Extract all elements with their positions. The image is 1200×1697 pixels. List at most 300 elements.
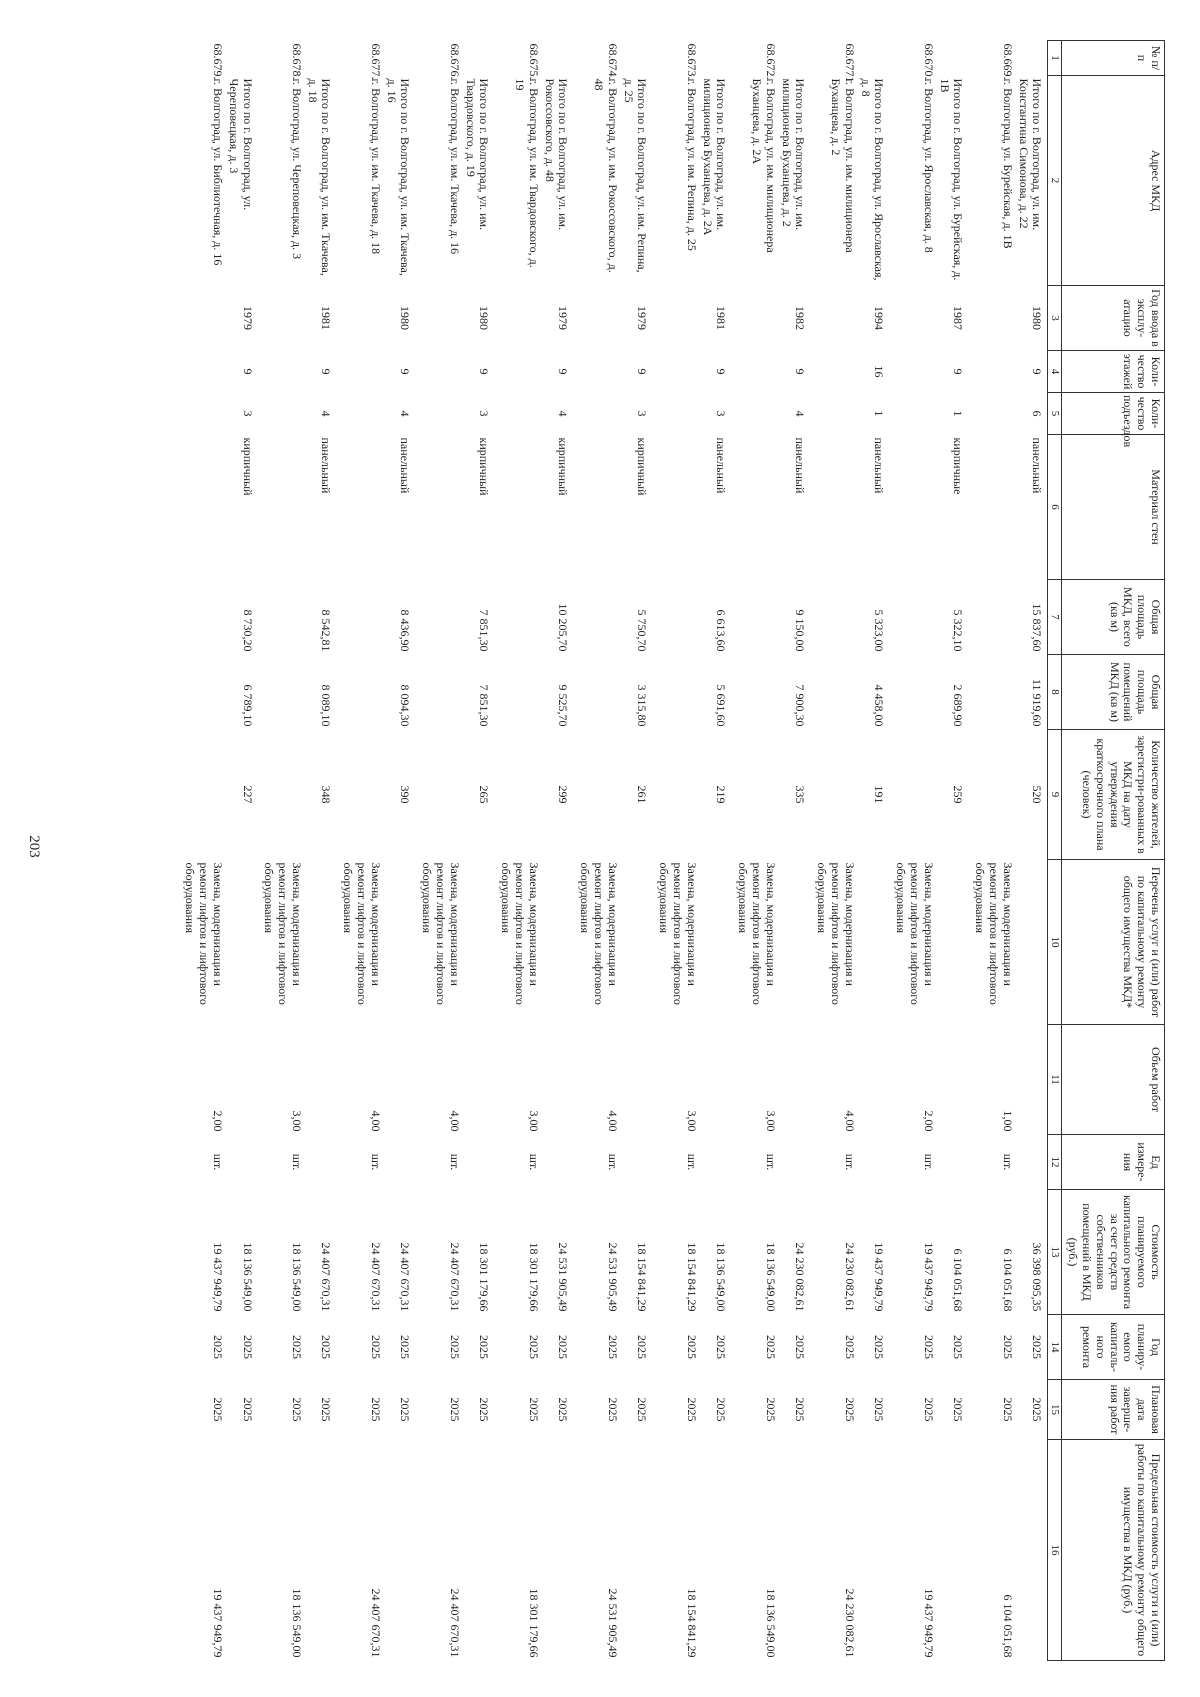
cell-col-9: [810, 730, 856, 860]
cell-col-8: [731, 655, 777, 730]
cell-col-12: [936, 1135, 969, 1190]
total-row: [857, 41, 890, 1661]
column-header: Объем работ: [1062, 1025, 1165, 1135]
cell-col-14: 2025: [526, 1335, 541, 1359]
cell-col-16: 24 531 905,49: [605, 1588, 620, 1658]
column-header: Стоимость планируемого капитального ремонта за счет средств собственников помещений в МКД (руб.): [1062, 1190, 1165, 1315]
cell-col-11: 3,00: [684, 1110, 699, 1132]
cell-col-10: Замена, модернизация и ремонт лифтов и лифтового оборудования: [973, 862, 1015, 1005]
cell-col-2: Итого по г. Волгоград, ул. им. Рокоссовского, д. 48: [542, 78, 571, 231]
cell-col-11: 4,00: [842, 1110, 857, 1132]
cell-col-7: [652, 580, 698, 655]
item-row: [889, 41, 935, 1661]
cell-col-3: 1980: [1030, 306, 1045, 330]
cell-col-13: 24 531 905,49: [605, 1242, 620, 1312]
cell-col-8: [415, 655, 461, 730]
cell-col-1: 68.6771: [842, 43, 857, 83]
cell-col-10: [462, 860, 495, 1025]
cell-col-3: [415, 286, 461, 351]
cell-col-11: [383, 1025, 416, 1135]
cell-col-7: 15 837,60: [1030, 603, 1045, 652]
cell-col-8: [968, 655, 1014, 730]
cell-col-3: 1987: [951, 306, 966, 330]
cell-col-12: шт.: [526, 1153, 541, 1171]
cell-col-8: [337, 655, 383, 730]
cell-col-12: шт.: [210, 1153, 225, 1171]
cell-col-3: 1979: [240, 306, 255, 330]
cell-col-9: 390: [398, 785, 413, 804]
cell-col-13: 24 531 905,49: [556, 1242, 571, 1312]
cell-col-11: [1015, 1025, 1048, 1135]
column-number: 9: [1048, 730, 1062, 860]
cell-col-2: г. Волгоград, ул. Бурейская, д. 1В: [1000, 78, 1015, 249]
cell-col-4: 9: [793, 368, 808, 375]
cell-col-5: [415, 393, 461, 435]
cell-col-10: Замена, модернизация и ремонт лифтов и лифтового оборудования: [262, 862, 304, 1005]
cell-col-10: Замена, модернизация и ремонт лифтов и лифтового оборудования: [183, 862, 225, 1005]
cell-col-1: 68.670.: [921, 43, 936, 80]
cell-col-1: 68.672.: [763, 43, 778, 80]
cell-col-9: [573, 730, 619, 860]
cell-col-1: 68.679.: [210, 43, 225, 80]
cell-col-3: [968, 286, 1014, 351]
cell-col-15: 2025: [921, 1397, 936, 1422]
page-number: 203: [25, 835, 42, 858]
cell-col-10: [699, 860, 732, 1025]
cell-col-9: 299: [556, 785, 571, 804]
cell-col-12: [225, 1135, 258, 1190]
cell-col-13: 6 104 051,68: [951, 1248, 966, 1312]
cell-col-13: 24 230 082,61: [793, 1242, 808, 1312]
cell-col-4: 9: [477, 368, 492, 375]
cell-col-13: 24 230 082,61: [842, 1242, 857, 1312]
cell-col-6: панельный: [714, 437, 729, 494]
cell-col-1: [304, 41, 337, 76]
cell-col-14: 2025: [447, 1335, 462, 1359]
column-header: Перечень услуг и (или) работ по капитальному ремонту общего имущества МКД*: [1062, 860, 1165, 1025]
cell-col-1: 68.673.: [684, 43, 699, 80]
cell-col-7: [337, 580, 383, 655]
cell-col-14: 2025: [793, 1335, 808, 1359]
cell-col-1: [383, 41, 416, 76]
cell-col-2: Итого по г. Волгоград, ул. им. Константина Симонова, д. 22: [1016, 78, 1045, 231]
cell-col-16: [383, 1440, 416, 1661]
cell-col-2: г. Волгоград, ул. им. милиционера Буханцева, д. 2: [829, 78, 857, 253]
column-number: 11: [1048, 1025, 1062, 1135]
cell-col-6: панельный: [398, 437, 413, 494]
cell-col-11: [304, 1025, 337, 1135]
cell-col-8: [573, 655, 619, 730]
column-header: Материал стен: [1062, 435, 1165, 580]
cell-col-16: 24 230 082,61: [842, 1588, 857, 1658]
cell-col-1: 68.669.: [1000, 43, 1015, 80]
cell-col-12: [1015, 1135, 1048, 1190]
cell-col-14: 2025: [240, 1335, 255, 1359]
column-header: Коли-чество подъездов: [1062, 393, 1165, 435]
cell-col-4: 16: [872, 365, 887, 378]
cell-col-14: 2025: [368, 1335, 383, 1359]
column-number: 14: [1048, 1315, 1062, 1380]
cell-col-6: кирпичные: [951, 437, 966, 495]
cell-col-3: [337, 286, 383, 351]
cell-col-3: [573, 286, 619, 351]
cell-col-2: Итого по г. Волгоград, ул. им. милиционера Буханцева, д. 2: [779, 78, 808, 231]
cell-col-12: шт.: [368, 1153, 383, 1171]
cell-col-9: 191: [872, 785, 887, 804]
column-header: № п/п: [1062, 41, 1165, 76]
cell-col-15: 2025: [526, 1397, 541, 1422]
cell-col-8: 2 689,90: [951, 684, 966, 727]
cell-col-10: Замена, модернизация и ремонт лифтов и лифтового оборудования: [815, 862, 857, 1005]
cell-col-14: 2025: [842, 1335, 857, 1359]
total-row: [936, 41, 969, 1661]
cell-col-9: 261: [635, 785, 650, 804]
cell-col-2: г. Волгоград, ул. им. Твардовского, д. 19: [513, 78, 541, 268]
cell-col-8: 5 691,60: [714, 684, 729, 727]
cell-col-4: [968, 351, 1014, 393]
column-header: Адрес МКД: [1062, 76, 1165, 286]
cell-col-6: панельный: [872, 437, 887, 494]
item-row: [337, 41, 383, 1661]
cell-col-13: 24 407 670,31: [398, 1242, 413, 1312]
cell-col-15: 2025: [793, 1397, 808, 1422]
cell-col-14: 2025: [872, 1335, 887, 1359]
cell-col-5: 4: [319, 410, 334, 417]
cell-col-14: 2025: [319, 1335, 334, 1359]
cell-col-16: [225, 1440, 258, 1661]
column-header: Ед измере-ния: [1062, 1135, 1165, 1190]
cell-col-15: 2025: [447, 1397, 462, 1422]
cell-col-14: 2025: [1030, 1335, 1045, 1359]
cell-col-16: [620, 1440, 653, 1661]
cell-col-1: [699, 41, 732, 76]
cell-col-2: Итого по г. Волгоград, ул. Череповецкая, д. 3: [226, 78, 255, 211]
cell-col-6: [494, 435, 540, 580]
column-header: Количество жителей, зарегистри-рованных в МКД на дату утверждения краткосрочного плана (человек): [1062, 730, 1165, 860]
cell-col-15: 2025: [842, 1397, 857, 1422]
cell-col-7: [494, 580, 540, 655]
cell-col-13: 18 136 549,00: [289, 1242, 304, 1312]
cell-col-10: Замена, модернизация и ремонт лифтов и лифтового оборудования: [341, 862, 383, 1005]
cell-col-16: [541, 1440, 574, 1661]
cell-col-16: [936, 1440, 969, 1661]
column-number: 15: [1048, 1380, 1062, 1440]
cell-col-6: [179, 435, 225, 580]
cell-col-12: шт.: [447, 1153, 462, 1171]
cell-col-7: 7 851,30: [477, 609, 492, 652]
cell-col-11: [541, 1025, 574, 1135]
column-number: 8: [1048, 655, 1062, 730]
cell-col-3: [810, 286, 856, 351]
cell-col-4: 9: [714, 368, 729, 375]
cell-col-5: 3: [635, 410, 650, 417]
cell-col-4: [652, 351, 698, 393]
cell-col-7: [889, 580, 935, 655]
item-row: [573, 41, 619, 1661]
cell-col-8: 11 919,60: [1030, 678, 1045, 727]
cell-col-14: 2025: [635, 1335, 650, 1359]
cell-col-10: [620, 860, 653, 1025]
cell-col-2: г. Волгоград, ул. им. Репина, д. 25: [684, 78, 699, 251]
cell-col-13: 19 437 949,79: [872, 1242, 887, 1312]
cell-col-5: [652, 393, 698, 435]
item-row: [179, 41, 225, 1661]
cell-col-11: [699, 1025, 732, 1135]
cell-col-9: 219: [714, 785, 729, 804]
cell-col-9: 227: [240, 785, 255, 804]
cell-col-16: 18 301 179,66: [526, 1588, 541, 1658]
total-row: [304, 41, 337, 1661]
cell-col-11: 1,00: [1000, 1110, 1015, 1132]
cell-col-14: 2025: [951, 1335, 966, 1359]
cell-col-14: 2025: [605, 1335, 620, 1359]
column-number: 12: [1048, 1135, 1062, 1190]
cell-col-1: [225, 41, 258, 76]
cell-col-5: [810, 393, 856, 435]
cell-col-3: [494, 286, 540, 351]
cell-col-15: 2025: [289, 1397, 304, 1422]
table-body: [179, 41, 1048, 1661]
cell-col-15: 2025: [684, 1397, 699, 1422]
cell-col-12: шт.: [763, 1153, 778, 1171]
cell-col-15: 2025: [635, 1397, 650, 1422]
cell-col-13: 18 136 549,00: [714, 1242, 729, 1312]
cell-col-10: Замена, модернизация и ремонт лифтов и лифтового оборудования: [657, 862, 699, 1005]
cell-col-2: Итого по г. Волгоград, ул. им. милиционера Буханцева, д. 2А: [700, 78, 729, 236]
cell-col-8: 7 851,30: [477, 684, 492, 727]
cell-col-7: [968, 580, 1014, 655]
cell-col-6: [968, 435, 1014, 580]
cell-col-7: 10 205,70: [556, 603, 571, 652]
cell-col-6: панельный: [319, 437, 334, 494]
cell-col-5: 3: [714, 410, 729, 417]
cell-col-3: 1981: [319, 306, 334, 330]
cell-col-15: 2025: [477, 1397, 492, 1422]
cell-col-4: 9: [1030, 368, 1045, 375]
cell-col-2: г. Волгоград, ул. Череповецкая, д. 3: [289, 78, 304, 260]
cell-col-15: 2025: [714, 1397, 729, 1422]
total-row: [620, 41, 653, 1661]
cell-col-13: 24 407 670,31: [368, 1242, 383, 1312]
cell-col-8: 3 315,80: [635, 684, 650, 727]
cell-col-6: [415, 435, 461, 580]
cell-col-12: [462, 1135, 495, 1190]
item-row: [652, 41, 698, 1661]
cell-col-11: [462, 1025, 495, 1135]
cell-col-15: 2025: [319, 1397, 334, 1422]
cell-col-12: шт.: [842, 1153, 857, 1171]
cell-col-14: 2025: [1000, 1335, 1015, 1359]
cell-col-15: 2025: [210, 1397, 225, 1422]
cell-col-3: 1979: [635, 306, 650, 330]
cell-col-4: [337, 351, 383, 393]
cell-col-13: 18 154 841,29: [635, 1242, 650, 1312]
cell-col-9: [889, 730, 935, 860]
column-header: Год планиру-емого капиталь-ного ремонта: [1062, 1315, 1165, 1380]
cell-col-7: [258, 580, 304, 655]
cell-col-7: [731, 580, 777, 655]
cell-col-16: [1015, 1440, 1048, 1661]
cell-col-12: [541, 1135, 574, 1190]
cell-col-4: [810, 351, 856, 393]
cell-col-16: [304, 1440, 337, 1661]
cell-col-8: 8 094,30: [398, 684, 413, 727]
cell-col-1: 68.678.: [289, 43, 304, 80]
cell-col-15: 2025: [1000, 1397, 1015, 1422]
cell-col-9: [968, 730, 1014, 860]
cell-col-3: 1980: [398, 306, 413, 330]
cell-col-10: Замена, модернизация и ремонт лифтов и лифтового оборудования: [499, 862, 541, 1005]
cell-col-3: [889, 286, 935, 351]
cell-col-11: 4,00: [605, 1110, 620, 1132]
cell-col-15: 2025: [763, 1397, 778, 1422]
cell-col-16: 19 437 949,79: [210, 1588, 225, 1658]
cell-col-4: 9: [319, 368, 334, 375]
cell-col-8: [179, 655, 225, 730]
cell-col-8: 7 900,30: [793, 684, 808, 727]
cell-col-12: шт.: [921, 1153, 936, 1171]
column-number: 3: [1048, 286, 1062, 351]
repair-plan-table: [179, 40, 1165, 1661]
cell-col-6: панельный: [793, 437, 808, 494]
cell-col-9: [494, 730, 540, 860]
cell-col-1: 68.675.: [526, 43, 541, 80]
cell-col-6: [731, 435, 777, 580]
cell-col-7: 9 150,00: [793, 609, 808, 652]
cell-col-6: панельный: [1030, 437, 1045, 494]
column-number: 13: [1048, 1190, 1062, 1315]
cell-col-13: 6 104 051,68: [1000, 1248, 1015, 1312]
cell-col-13: 18 301 179,66: [477, 1242, 492, 1312]
column-number: 4: [1048, 351, 1062, 393]
cell-col-2: Итого по г. Волгоград, ул. им. Репина, д. 25: [621, 78, 650, 273]
total-row: [699, 41, 732, 1661]
cell-col-1: [462, 41, 495, 76]
cell-col-11: 3,00: [289, 1110, 304, 1132]
cell-col-10: [936, 860, 969, 1025]
cell-col-11: [936, 1025, 969, 1135]
cell-col-16: 19 437 949,79: [921, 1588, 936, 1658]
cell-col-14: 2025: [210, 1335, 225, 1359]
cell-col-7: [810, 580, 856, 655]
cell-col-1: 68.676.: [447, 43, 462, 80]
column-number: 6: [1048, 435, 1062, 580]
cell-col-5: [573, 393, 619, 435]
cell-col-9: [337, 730, 383, 860]
cell-col-4: [494, 351, 540, 393]
column-header: Год ввода в эксплу-атацию: [1062, 286, 1165, 351]
cell-col-10: [304, 860, 337, 1025]
cell-col-5: 4: [398, 410, 413, 417]
cell-col-11: [225, 1025, 258, 1135]
cell-col-3: 1994: [872, 306, 887, 330]
cell-col-2: Итого по г. Волгоград, ул. Ярославская, д. 8: [858, 78, 887, 281]
cell-col-13: 18 136 549,00: [240, 1242, 255, 1312]
cell-col-13: 18 154 841,29: [684, 1242, 699, 1312]
cell-col-1: [1015, 41, 1048, 76]
cell-col-13: 36 398 095,35: [1030, 1242, 1045, 1312]
cell-col-16: 24 407 670,31: [447, 1588, 462, 1658]
cell-col-4: [258, 351, 304, 393]
cell-col-2: Итого по г. Волгоград, ул. им. Ткачева, д. 18: [305, 78, 334, 276]
column-number: 7: [1048, 580, 1062, 655]
cell-col-15: 2025: [951, 1397, 966, 1422]
cell-col-4: 9: [951, 368, 966, 375]
cell-col-10: Замена, модернизация и ремонт лифтов и лифтового оборудования: [420, 862, 462, 1005]
cell-col-11: [857, 1025, 890, 1135]
cell-col-14: 2025: [684, 1335, 699, 1359]
cell-col-9: [258, 730, 304, 860]
cell-col-5: [337, 393, 383, 435]
cell-col-3: 1980: [477, 306, 492, 330]
cell-col-13: 18 301 179,66: [526, 1242, 541, 1312]
cell-col-3: [179, 286, 225, 351]
cell-col-3: 1982: [793, 306, 808, 330]
cell-col-15: 2025: [1030, 1397, 1045, 1422]
cell-col-6: кирпичный: [556, 437, 571, 496]
item-row: [258, 41, 304, 1661]
cell-col-8: 6 789,10: [240, 684, 255, 727]
cell-col-9: [652, 730, 698, 860]
column-number: 2: [1048, 76, 1062, 286]
cell-col-5: 3: [477, 410, 492, 417]
cell-col-6: кирпичный: [635, 437, 650, 496]
cell-col-10: Замена, модернизация и ремонт лифтов и лифтового оборудования: [736, 862, 778, 1005]
cell-col-5: [968, 393, 1014, 435]
cell-col-16: [462, 1440, 495, 1661]
item-row: [810, 41, 856, 1661]
cell-col-6: кирпичный: [240, 437, 255, 496]
cell-col-15: 2025: [605, 1397, 620, 1422]
cell-col-7: [179, 580, 225, 655]
cell-col-7: 8 542,81: [319, 609, 334, 652]
cell-col-12: шт.: [289, 1153, 304, 1171]
cell-col-16: 18 136 549,00: [763, 1588, 778, 1658]
cell-col-9: [731, 730, 777, 860]
cell-col-8: [889, 655, 935, 730]
cell-col-4: [179, 351, 225, 393]
cell-col-12: [699, 1135, 732, 1190]
cell-col-1: [778, 41, 811, 76]
cell-col-5: 4: [793, 410, 808, 417]
cell-col-12: шт.: [1000, 1153, 1015, 1171]
cell-col-8: [494, 655, 540, 730]
cell-col-10: [778, 860, 811, 1025]
cell-col-5: 6: [1030, 410, 1045, 417]
cell-col-3: [652, 286, 698, 351]
cell-col-16: 6 104 051,68: [1000, 1594, 1015, 1658]
cell-col-6: [337, 435, 383, 580]
cell-col-16: 18 154 841,29: [684, 1588, 699, 1658]
cell-col-4: 9: [635, 368, 650, 375]
cell-col-5: 4: [556, 410, 571, 417]
cell-col-13: 19 437 949,79: [921, 1242, 936, 1312]
total-row: [462, 41, 495, 1661]
column-header: Предельная стоимость услуги и (или) работы по капитальному ремонту общего имущества в МКД (руб.): [1062, 1440, 1165, 1661]
cell-col-14: 2025: [763, 1335, 778, 1359]
cell-col-9: [179, 730, 225, 860]
item-row: [415, 41, 461, 1661]
cell-col-8: [258, 655, 304, 730]
cell-col-7: 5 323,00: [872, 609, 887, 652]
cell-col-5: [258, 393, 304, 435]
cell-col-4: 9: [240, 368, 255, 375]
cell-col-14: 2025: [398, 1335, 413, 1359]
total-row: [778, 41, 811, 1661]
cell-col-4: 9: [398, 368, 413, 375]
cell-col-11: 3,00: [763, 1110, 778, 1132]
cell-col-13: 24 407 670,31: [447, 1242, 462, 1312]
